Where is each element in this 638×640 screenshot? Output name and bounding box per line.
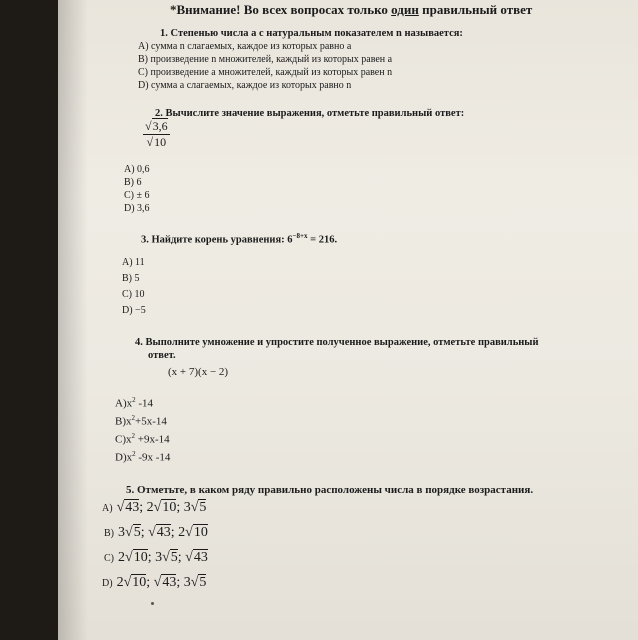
- question-4-option-b[interactable]: [115, 414, 167, 428]
- term-radicand: 5: [133, 525, 141, 540]
- page-edge-shadow: [58, 0, 88, 640]
- question-2-option-b[interactable]: B) 6: [124, 177, 142, 188]
- option-label: B): [104, 528, 114, 539]
- option-label: D): [102, 578, 113, 589]
- option-label: C): [104, 553, 114, 564]
- option-label: D): [115, 451, 127, 464]
- question-3-prompt-end: = 216.: [307, 234, 338, 246]
- option-label: A): [102, 503, 113, 514]
- option-base: x: [126, 397, 133, 410]
- term-coef: 2: [116, 575, 124, 590]
- question-3-option-b[interactable]: B) 5: [122, 273, 140, 284]
- option-rest: -14: [135, 397, 154, 410]
- option-terms: √43; 2√10; 3√5: [116, 500, 207, 515]
- ink-dot: [151, 602, 154, 605]
- expr-denominator: 10: [154, 135, 167, 149]
- term-radicand: 10: [193, 525, 208, 540]
- option-terms: 2√10; √43; 3√5: [116, 575, 207, 590]
- term-coef: 2: [146, 500, 154, 515]
- term-radicand: 5: [199, 500, 207, 515]
- option-exponent: 2: [131, 432, 135, 440]
- term-radicand: 43: [162, 575, 177, 590]
- option-rest: +5x-14: [135, 415, 167, 428]
- question-3-exponent: −8+x: [292, 232, 308, 240]
- term-radicand: 10: [162, 500, 177, 515]
- term-coef: 3: [155, 550, 163, 565]
- question-4-text-line1: 4. Выполните умножение и упростите полученное выражение, отметьте правильный: [135, 337, 539, 348]
- question-5-option-a[interactable]: [102, 498, 206, 516]
- option-terms: 3√5; √43; 2√10: [118, 525, 208, 540]
- question-1-option-d[interactable]: D) сумма a слагаемых, каждое из которых равно n: [138, 80, 352, 91]
- header-prefix: *Внимание! Во всех вопросах только: [170, 2, 392, 17]
- header-emphasis: один: [391, 2, 419, 17]
- question-3-option-a[interactable]: A) 11: [122, 257, 145, 268]
- question-2-text: 2. Вычислите значение выражения, отметьте правильный ответ:: [155, 108, 465, 119]
- term-radicand: 43: [193, 550, 208, 565]
- question-2-option-c[interactable]: C) ± 6: [124, 190, 150, 201]
- question-3-prompt: 3. Найдите корень уравнения: 6: [141, 234, 293, 246]
- option-terms: 2√10; 3√5; √43: [118, 550, 208, 565]
- term-radicand: 10: [133, 550, 148, 565]
- option-base: x: [126, 433, 132, 446]
- option-exponent: 2: [132, 396, 136, 404]
- option-rest: -9x -14: [135, 451, 171, 464]
- question-4-option-c[interactable]: [115, 432, 170, 446]
- question-4-text-line2: ответ.: [148, 350, 176, 361]
- question-3-option-c[interactable]: C) 10: [122, 289, 145, 300]
- question-3-text: [141, 232, 337, 246]
- term-coef: 3: [183, 500, 191, 515]
- question-1-text: 1. Степенью числа a с натуральным показателем n называется:: [160, 28, 463, 39]
- worksheet-page: [58, 0, 638, 640]
- question-5-option-b[interactable]: [104, 523, 208, 541]
- expr-numerator: 3,6: [152, 119, 168, 133]
- question-4-option-a[interactable]: [115, 396, 153, 410]
- term-radicand: 5: [170, 550, 178, 565]
- option-label: A): [115, 397, 127, 410]
- question-5-option-d[interactable]: [102, 573, 206, 591]
- question-5-text: 5. Отметьте, в каком ряду правильно расположены числа в порядке возрастания.: [126, 484, 534, 496]
- question-1-option-a[interactable]: A) сумма n слагаемых, каждое из которых равно a: [138, 41, 352, 52]
- option-base: x: [126, 451, 133, 464]
- question-2-expression: $\frac{√3,6}{√10}$: [145, 119, 168, 149]
- term-coef: 3: [118, 525, 125, 540]
- question-5-option-c[interactable]: [104, 548, 208, 566]
- question-4-option-d[interactable]: [115, 450, 170, 464]
- question-3-option-d[interactable]: D) −5: [122, 305, 146, 316]
- question-4-expression: (x + 7)(x − 2): [168, 366, 229, 378]
- option-exponent: 2: [131, 414, 135, 422]
- question-2-option-a[interactable]: A) 0,6: [124, 164, 150, 175]
- question-1-option-c[interactable]: C) произведение a множителей, каждый из которых равен n: [138, 67, 393, 78]
- term-radicand: 10: [132, 575, 147, 590]
- option-rest: +9x-14: [135, 433, 170, 446]
- option-label: C): [115, 433, 126, 446]
- option-exponent: 2: [132, 450, 136, 458]
- term-coef: 3: [183, 575, 191, 590]
- term-radicand: 43: [156, 525, 171, 540]
- term-radicand: 5: [199, 575, 207, 590]
- header-suffix: правильный ответ: [418, 2, 533, 17]
- term-radicand: 43: [125, 500, 140, 515]
- option-label: B): [115, 415, 126, 428]
- page-header: [170, 2, 532, 18]
- question-2-option-d[interactable]: D) 3,6: [124, 203, 150, 214]
- term-coef: 2: [178, 525, 186, 540]
- term-coef: 2: [118, 550, 125, 565]
- question-1-option-b[interactable]: B) произведение n множителей, каждый из которых равен a: [138, 54, 393, 65]
- option-base: x: [126, 415, 132, 428]
